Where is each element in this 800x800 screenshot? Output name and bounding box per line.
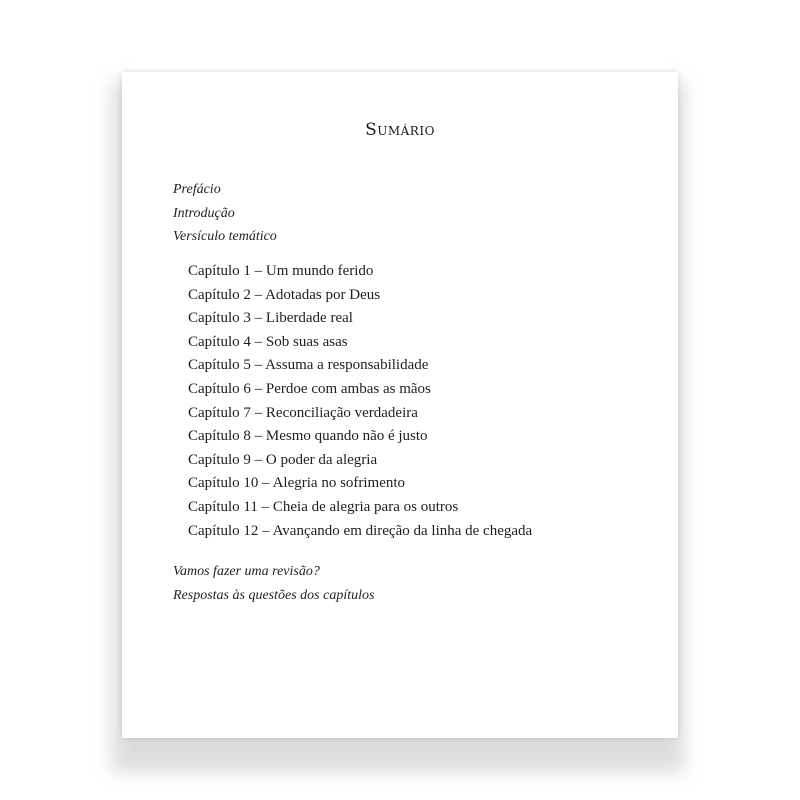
chapter-entry: Capítulo 8 – Mesmo quando não é justo: [188, 428, 428, 445]
chapter-entry: Capítulo 11 – Cheia de alegria para os outros: [188, 498, 459, 515]
chapter-entry: Capítulo 6 – Perdoe com ambas as mãos: [188, 380, 431, 397]
chapter-entry: Capítulo 2 – Adotadas por Deus: [188, 286, 381, 303]
toc-entry-revisao: Vamos fazer uma revisão?: [173, 564, 320, 579]
chapter-entry: Capítulo 1 – Um mundo ferido: [188, 263, 374, 279]
back-matter-list: [173, 560, 374, 607]
book-page: [122, 72, 678, 738]
chapter-entry: Capítulo 7 – Reconciliação verdadeira: [188, 404, 418, 421]
chapter-list: [188, 260, 532, 543]
chapter-entry: Capítulo 12 – Avançando em direção da linha de chegada: [188, 522, 533, 539]
toc-entry-respostas: Respostas às questões dos capítulos: [173, 587, 375, 603]
toc-entry-versiculo: Versículo temático: [173, 229, 277, 244]
page-title: Sumário: [365, 120, 435, 140]
chapter-entry: Capítulo 3 – Liberdade real: [188, 310, 353, 327]
front-matter-list: [173, 178, 277, 249]
chapter-entry: Capítulo 4 – Sob suas asas: [188, 333, 348, 350]
chapter-entry: Capítulo 5 – Assuma a responsabilidade: [188, 357, 429, 374]
toc-entry-prefacio: Prefácio: [173, 182, 221, 197]
chapter-entry: Capítulo 10 – Alegria no sofrimento: [188, 475, 406, 492]
chapter-entry: Capítulo 9 – O poder da alegria: [188, 451, 378, 468]
toc-entry-introducao: Introdução: [173, 205, 235, 221]
